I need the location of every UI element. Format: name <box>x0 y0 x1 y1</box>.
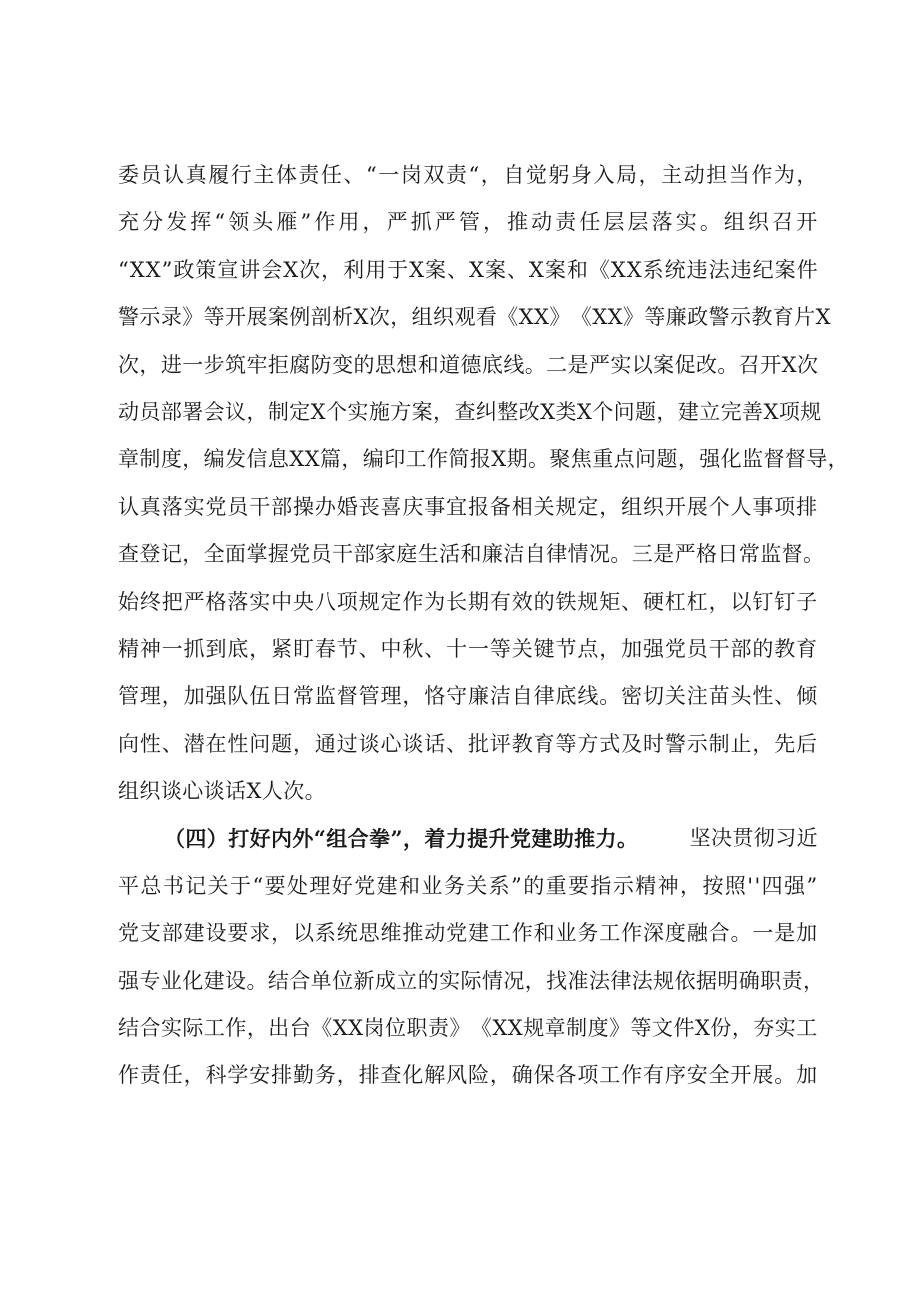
text-line: “ X X ” 政 策 宣 讲 会 X 次 ， 利 用 于 X 案 、 X 案 、 X 案 和 《 X X 系 统 违 法 违 纪 案 件 <box>118 257 818 282</box>
heading-line-rest: 坚决贯彻习近 <box>689 826 818 851</box>
text-line: 警 示 录 》 等 开 展 案 例 剖 析 X 次 ， 组 织 观 看 《 X X 》 《 X X 》 等 廉 政 警 示 教 育 片 X <box>118 305 831 330</box>
paragraph-2 <box>118 815 825 1099</box>
heading-line <box>118 815 818 862</box>
text-line: 委 员 认 真 履 行 主 体 责 任 、 “ 一 岗 双 责 “ ， 自 觉 躬 身 入 局 ， 主 动 担 当 作 为 ， <box>118 163 818 187</box>
text-line: 次 ， 进 一 步 筑 牢 拒 腐 防 变 的 思 想 和 道 德 底 线 。 二 是 严 实 以 案 促 改 。 召 开 X 次 <box>118 352 819 377</box>
text-line: 动 员 部 署 会 议 ， 制 定 X 个 实 施 方 案 ， 查 纠 整 改 X 类 X 个 问 题 ， 建 立 完 善 X 项 规 <box>118 399 822 424</box>
text-line: 平 总 书 记 关 于 “ 要 处 理 好 党 建 和 业 务 关 系 ” 的 重 要 指 示 精 神 ， 按 照 ' ' 四 强 ” <box>118 873 818 898</box>
text-line: 向 性 、 潜 在 性 问 题 ， 通 过 谈 心 谈 话 、 批 评 教 育 等 方 式 及 时 警 示 制 止 ， 先 后 <box>118 731 818 756</box>
text-line: 精 神 一 抓 到 底 ， 紧 盯 春 节 、 中 秋 、 十 一 等 关 键 节 点 ， 加 强 党 员 干 部 的 教 育 <box>118 636 818 661</box>
text-line: 充 分 发 挥 “ 领 头 雁 ” 作 用 ， 严 抓 严 管 ， 推 动 责 任 层 层 落 实 。 组 织 召 开 <box>118 210 818 235</box>
text-line: 始 终 把 严 格 落 实 中 央 八 项 规 定 作 为 长 期 有 效 的 铁 规 矩 、 硬 杠 杠 ， 以 钉 钉 子 <box>118 589 818 614</box>
text-line: 结 合 实 际 工 作 ， 出 台 《 X X 岗 位 职 责 》 《 X X 规 章 制 度 》 等 文 件 X 份 ， 夯 实 工 <box>118 1016 818 1041</box>
text-line: 强 专 业 化 建 设 。 结 合 单 位 新 成 立 的 实 际 情 况 ， 找 准 法 律 法 规 依 据 明 确 职 责 ， <box>118 968 825 993</box>
text-line: 组 织 谈 心 谈 话 X 人 次 。 <box>118 779 327 804</box>
text-line: 管 理 ， 加 强 队 伍 日 常 监 督 管 理 ， 恪 守 廉 洁 自 律 底 线 。 密 切 关 注 苗 头 性 、 倾 <box>118 684 818 709</box>
text-line: 章 制 度 ， 编 发 信 息 X X 篇 ， 编 印 工 作 简 报 X 期 。 聚 焦 重 点 问 题 ， 强 化 监 督 督 导 ， <box>118 447 850 472</box>
text-line: 认 真 落 实 党 员 干 部 操 办 婚 丧 喜 庆 事 宜 报 备 相 关 规 定 ， 组 织 开 展 个 人 事 项 排 <box>118 494 818 519</box>
text-line: 查 登 记 ， 全 面 掌 握 党 员 干 部 家 庭 生 活 和 廉 洁 自 律 情 况 。 三 是 严 格 日 常 监 督 。 <box>118 542 825 567</box>
text-line: 作 责 任 ， 科 学 安 排 勤 务 ， 排 查 化 解 风 险 ， 确 保 各 项 工 作 有 序 安 全 开 展 。 加 <box>118 1063 818 1088</box>
text-line: 党 支 部 建 设 要 求 ， 以 系 统 思 维 推 动 党 建 工 作 和 业 务 工 作 深 度 融 合 。 一 是 加 <box>118 921 818 946</box>
paragraph-1 <box>118 152 850 815</box>
section-heading: （四）打好内外“组合拳”，着力提升党建助推力。 <box>164 826 639 852</box>
document-body <box>118 152 850 1100</box>
